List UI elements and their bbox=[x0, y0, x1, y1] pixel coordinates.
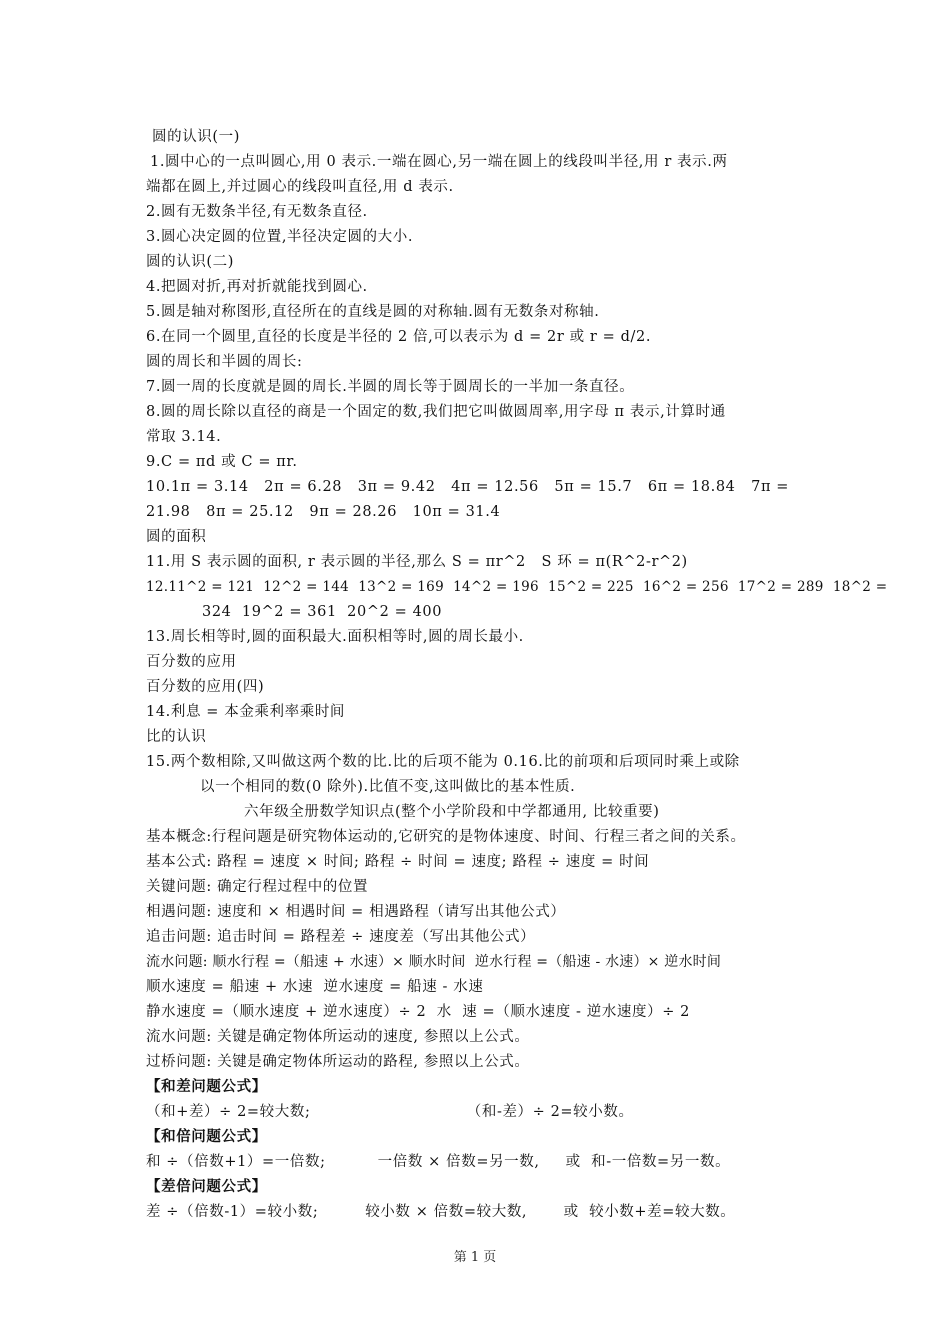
text-line: 基本公式: 路程 = 速度 × 时间; 路程 ÷ 时间 = 速度; 路程 ÷ 速度 = 时间 bbox=[146, 854, 650, 870]
heading-percent-4: 百分数的应用(四) bbox=[146, 679, 265, 695]
text-line: 4.把圆对折,再对折就能找到圆心. bbox=[146, 279, 368, 295]
text-line: 11.用 S 表示圆的面积, r 表示圆的半径,那么 S = πr^2 S 环 = π(R^2-r^2) bbox=[146, 554, 688, 570]
text-line: 相遇问题: 速度和 × 相遇时间 = 相遇路程（请写出其他公式） bbox=[146, 904, 566, 920]
heading-ratio: 比的认识 bbox=[146, 729, 207, 745]
heading-circle-2: 圆的认识(二) bbox=[146, 254, 235, 270]
heading-perimeter: 圆的周长和半圆的周长: bbox=[146, 354, 303, 370]
heading-sum-multiple: 【和倍问题公式】 bbox=[146, 1128, 267, 1145]
text-line: （和+差）÷ 2=较大数; （和-差）÷ 2=较小数。 bbox=[146, 1104, 634, 1120]
heading-percent: 百分数的应用 bbox=[146, 654, 237, 670]
text-line: 差 ÷（倍数-1）=较小数; 较小数 × 倍数=较大数, 或 较小数+差=较大数。 bbox=[146, 1204, 736, 1220]
text-line: 15.两个数相除,又叫做这两个数的比.比的后项不能为 0.16.比的前项和后项同时乘上或除 bbox=[146, 754, 740, 770]
text-line: 14.利息 = 本金乘利率乘时间 bbox=[146, 704, 346, 720]
heading-sum-diff: 【和差问题公式】 bbox=[146, 1078, 267, 1095]
text-line: 12.11^2 = 121 12^2 = 144 13^2 = 169 14^2 = 196 15^2 = 225 16^2 = 256 17^2 = 289 18^2 = bbox=[146, 579, 888, 595]
heading-circle-1: 圆的认识(一) bbox=[152, 129, 241, 145]
heading-diff-multiple: 【差倍问题公式】 bbox=[146, 1178, 267, 1195]
text-line: 1.圆中心的一点叫圆心,用 0 表示.一端在圆心,另一端在圆上的线段叫半径,用 r 表示.两 bbox=[150, 154, 728, 170]
text-line: 静水速度 =（顺水速度 + 逆水速度）÷ 2 水 速 =（顺水速度 - 逆水速度）÷ 2 bbox=[146, 1004, 691, 1020]
text-line: 10.1π = 3.14 2π = 6.28 3π = 9.42 4π = 12.56 5π = 15.7 6π = 18.84 7π = bbox=[146, 479, 790, 495]
text-line: 以一个相同的数(0 除外).比值不变,这叫做比的基本性质. bbox=[200, 779, 576, 795]
text-line: 324 19^2 = 361 20^2 = 400 bbox=[202, 604, 443, 620]
text-line: 端都在圆上,并过圆心的线段叫直径,用 d 表示. bbox=[146, 179, 454, 195]
page-number: 第 1 页 bbox=[453, 1250, 497, 1265]
text-line: 常取 3.14. bbox=[146, 429, 222, 445]
text-line: 过桥问题: 关键是确定物体所运动的路程, 参照以上公式。 bbox=[146, 1054, 530, 1070]
text-line: 2.圆有无数条半径,有无数条直径. bbox=[146, 204, 368, 220]
text-line: 顺水速度 = 船速 + 水速 逆水速度 = 船速 - 水速 bbox=[146, 979, 484, 995]
text-line: 关键问题: 确定行程过程中的位置 bbox=[146, 879, 369, 895]
text-line: 和 ÷（倍数+1）=一倍数; 一倍数 × 倍数=另一数, 或 和-一倍数=另一数。 bbox=[146, 1154, 731, 1170]
text-line: 21.98 8π = 25.12 9π = 28.26 10π = 31.4 bbox=[146, 504, 501, 520]
text-line: 追击问题: 追击时间 = 路程差 ÷ 速度差（写出其他公式） bbox=[146, 929, 536, 945]
text-line: 13.周长相等时,圆的面积最大.面积相等时,圆的周长最小. bbox=[146, 629, 524, 645]
text-line: 流水问题: 顺水行程 =（船速 + 水速）× 顺水时间 逆水行程 =（船速 - 水速）× 逆水时间 bbox=[146, 954, 722, 970]
heading-area: 圆的面积 bbox=[146, 529, 207, 545]
text-line: 5.圆是轴对称图形,直径所在的直线是圆的对称轴.圆有无数条对称轴. bbox=[146, 304, 600, 320]
text-line: 流水问题: 关键是确定物体所运动的速度, 参照以上公式。 bbox=[146, 1029, 530, 1045]
text-line: 3.圆心决定圆的位置,半径决定圆的大小. bbox=[146, 229, 414, 245]
text-line: 7.圆一周的长度就是圆的周长.半圆的周长等于圆周长的一半加一条直径。 bbox=[146, 379, 635, 395]
text-line: 基本概念:行程问题是研究物体运动的,它研究的是物体速度、时间、行程三者之间的关系。 bbox=[146, 829, 746, 845]
text-line: 9.C = πd 或 C = πr. bbox=[146, 454, 298, 470]
section-title: 六年级全册数学知识点(整个小学阶段和中学都通用, 比较重要) bbox=[244, 804, 660, 820]
text-line: 6.在同一个圆里,直径的长度是半径的 2 倍,可以表示为 d = 2r 或 r = d/2. bbox=[146, 329, 652, 345]
text-line: 8.圆的周长除以直径的商是一个固定的数,我们把它叫做圆周率,用字母 π 表示,计算时通 bbox=[146, 404, 726, 420]
